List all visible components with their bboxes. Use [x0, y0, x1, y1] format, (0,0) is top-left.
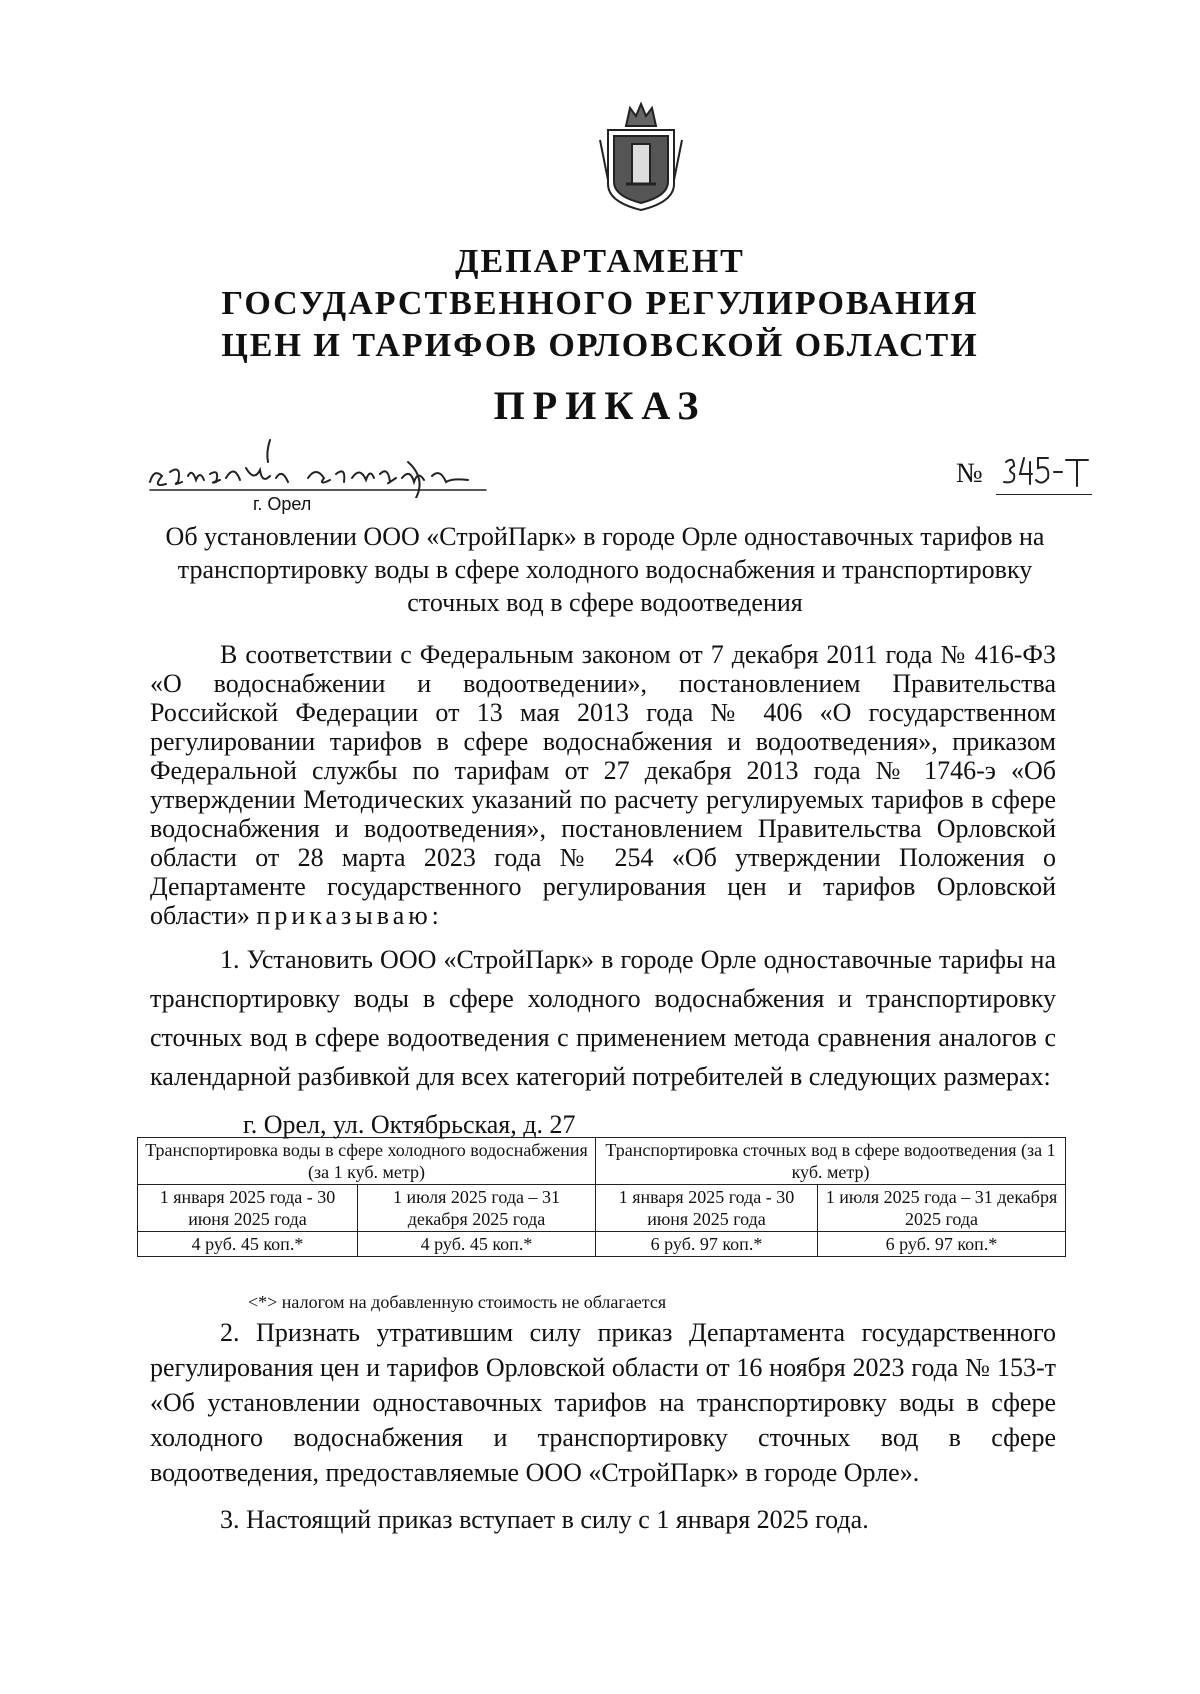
tariff-address: г. Орел, ул. Октябрьская, д. 27 — [243, 1110, 576, 1139]
department-name-line-2: ГОСУДАРСТВЕННОГО РЕГУЛИРОВАНИЯ — [221, 285, 979, 322]
order-item-2: 2. Признать утратившим силу приказ Департамента государственного регулирования цен и тарифов Орловской области от 16 ноября 2023 года № 153-т «Об установлении одноставочных тарифов на транспортировку воды в сфере холодного водоснабжения и транспортировку сточных вод в сфере водоотведения, предоставляемые ООО «СтройПарк» в городе Орле». — [150, 1318, 1056, 1487]
table-value-row — [138, 1232, 1066, 1257]
preamble-text: В соответствии с Федеральным законом от 7 декабря 2011 года № 416-ФЗ «О водоснабжении и водоотведении», постановлением Правительства Российской Федерации от 13 мая 2013 года № 406 «О государственном регулировании тарифов в сфере водоснабжения и водоотведения», приказом Федеральной службы по тарифам от 27 декабря 2013 года № 1746-э «Об утверждении Методических указаний по расчету регулируемых тарифов в сфере водоснабжения и водоотведения», постановлением Правительства Орловской области от 28 марта 2023 года № 254 «Об утверждении Положения о Департаменте государственного регулирования цен и тарифов Орловской области» — [150, 640, 1056, 930]
order-number-underline — [996, 494, 1092, 495]
water-period-1: 1 января 2025 года - 30 июня 2025 года — [138, 1185, 358, 1232]
preamble — [150, 640, 1056, 930]
coat-of-arms-icon — [596, 100, 686, 212]
order-item-1: 1. Установить ООО «СтройПарк» в городе Орле одноставочные тарифы на транспортировку воды в сфере холодного водоснабжения и транспортировку сточных вод в сфере водоотведения с применением метода сравнения аналогов с календарной разбивкой для всех категорий потребителей в следующих размерах: — [150, 945, 1056, 1091]
header-sewage: Транспортировка сточных вод в сфере водоотведения (за 1 куб. метр) — [596, 1138, 1066, 1185]
table-period-row — [138, 1185, 1066, 1232]
tariff-table — [137, 1137, 1066, 1257]
sewage-tariff-period-1: 6 руб. 97 коп.* — [596, 1232, 818, 1257]
city-label: г. Орел — [253, 494, 312, 514]
order-item-3: 3. Настоящий приказ вступает в силу с 1 января 2025 года. — [220, 1505, 869, 1534]
handwritten-order-number — [1000, 452, 1092, 494]
sewage-tariff-period-2: 6 руб. 97 коп.* — [818, 1232, 1066, 1257]
department-name-line-3: ЦЕН И ТАРИФОВ ОРЛОВСКОЙ ОБЛАСТИ — [221, 327, 979, 364]
handwritten-date — [148, 438, 488, 498]
order-subject: Об установлении ООО «СтройПарк» в городе Орле одноставочных тарифов на транспортировку воды в сфере холодного водоснабжения и транспортировку сточных вод в сфере водоотведения — [165, 522, 1045, 617]
sewage-period-2: 1 июля 2025 года – 31 декабря 2025 года — [818, 1185, 1066, 1232]
decree-word: приказываю: — [256, 901, 443, 930]
header-water: Транспортировка воды в сфере холодного водоснабжения (за 1 куб. метр) — [138, 1138, 596, 1185]
department-name-line-1: ДЕПАРТАМЕНТ — [455, 243, 745, 280]
sewage-period-1: 1 января 2025 года - 30 июня 2025 года — [596, 1185, 818, 1232]
table-header-row — [138, 1138, 1066, 1185]
water-period-2: 1 июля 2025 года – 31 декабря 2025 года — [358, 1185, 596, 1232]
table-footnote: <*> налогом на добавленную стоимость не облагается — [248, 1292, 667, 1312]
order-title: ПРИКАЗ — [493, 383, 707, 428]
water-tariff-period-2: 4 руб. 45 коп.* — [358, 1232, 596, 1257]
water-tariff-period-1: 4 руб. 45 коп.* — [138, 1232, 358, 1257]
order-number-label: № — [956, 458, 983, 489]
